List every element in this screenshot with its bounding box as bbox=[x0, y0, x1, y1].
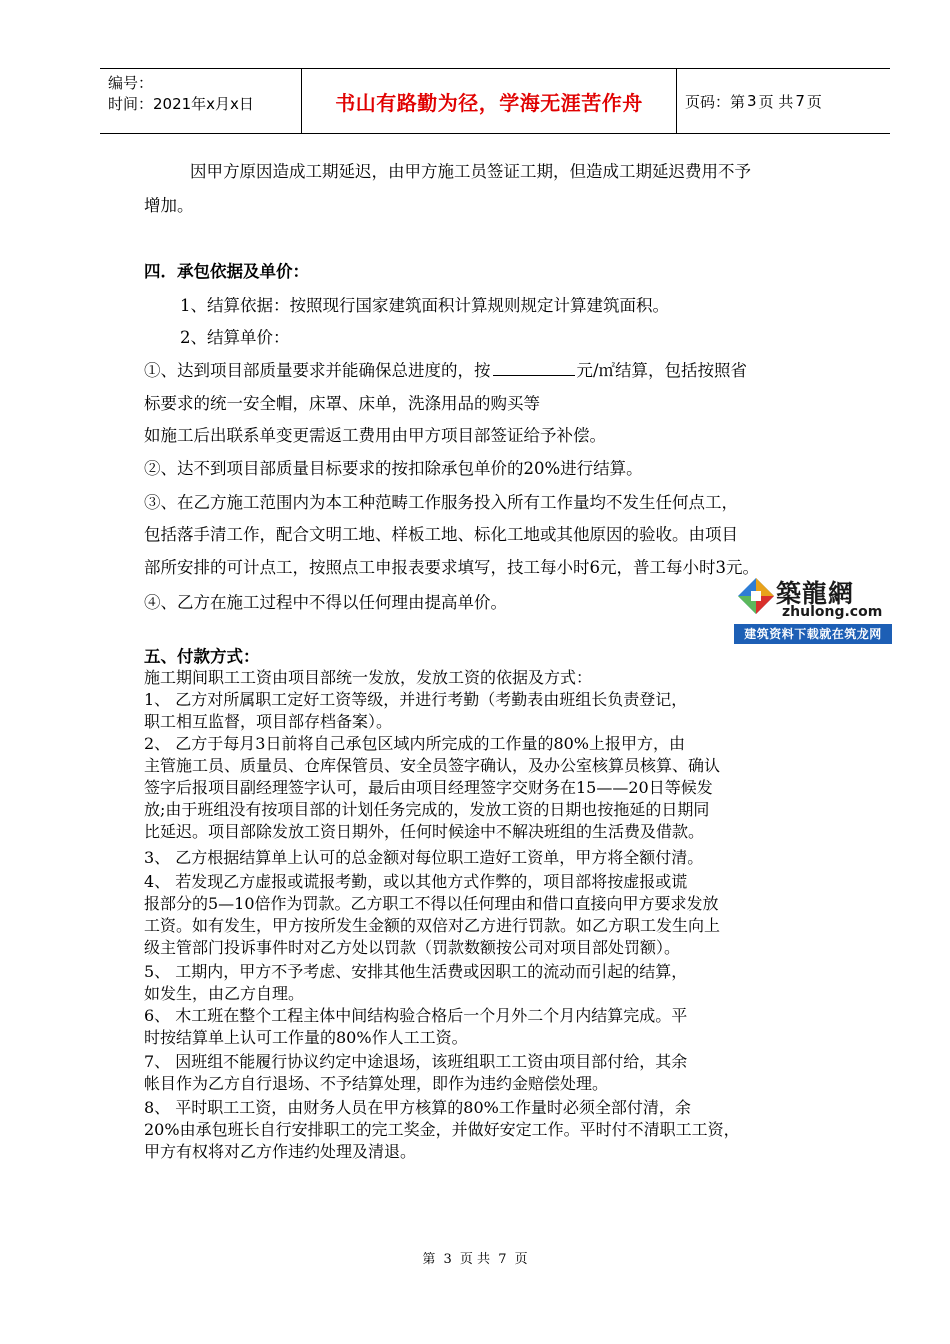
section-5-intro: 施工期间职工工资由项目部统一发放，发放工资的依据及方式： bbox=[144, 668, 593, 687]
footer-total-pages: 7 bbox=[498, 1252, 507, 1267]
intro-line-1: 因甲方原因造成工期延迟，由甲方施工员签证工期，但造成工期延迟费用不予 bbox=[190, 162, 751, 181]
section-4-title: 四．承包依据及单价： bbox=[144, 262, 309, 281]
section-5-line: 3、 乙方根据结算单上认可的总金额对每位职工造好工资单，甲方将全额付清。 bbox=[144, 848, 704, 867]
section-5-line: 4、 若发现乙方虚报或谎报考勤，或以其他方式作弊的，项目部将按虚报或谎 bbox=[144, 872, 688, 891]
section-4-clause-3-line-2: 包括落手清工作，配合文明工地、样板工地、标化工地或其他原因的验收。由项目 bbox=[144, 525, 738, 544]
section-4-clause-3-line-3: 部所安排的可计点工，按照点工申报表要求填写，技工每小时6元，普工每小时3元。 bbox=[144, 558, 759, 577]
document-date: 时间：2021年x月x日 bbox=[108, 95, 254, 113]
section-5-line: 职工相互监督，项目部存档备案）。 bbox=[144, 712, 393, 731]
section-5-line: 8、 平时职工工资，由财务人员在甲方核算的80%工作量时必须全部付清，余 bbox=[144, 1098, 691, 1117]
section-5-line: 1、 乙方对所属职工定好工资等级，并进行考勤（考勤表由班组长负责登记， bbox=[144, 690, 688, 709]
section-5-line: 签字后报项目副经理签字认可，最后由项目经理签字交财务在15——20日等候发 bbox=[144, 778, 713, 797]
page-label: 页码：第 bbox=[685, 92, 746, 111]
header-motto-cell bbox=[302, 69, 677, 133]
logo-title: 築龍網 bbox=[776, 579, 855, 608]
section-5-line: 比延迟。项目部除发放工资日期外，任何时候途中不解决班组的生活费及借款。 bbox=[144, 822, 705, 841]
footer-current-page: 3 bbox=[443, 1252, 452, 1267]
page-mid: 页 共 bbox=[758, 92, 794, 111]
header-motto: 书山有路勤为径，学海无涯苦作舟 bbox=[335, 90, 643, 115]
header-page-code bbox=[677, 69, 890, 133]
intro-line-2: 增加。 bbox=[144, 196, 194, 215]
section-5-line: 帐目作为乙方自行退场、不予结算处理，即作为违约金赔偿处理。 bbox=[144, 1074, 609, 1093]
section-4-clause-1-line-3: 如施工后出联系单变更需返工费用由甲方项目部签证给予补偿。 bbox=[144, 426, 606, 445]
section-5-line: 报部分的5—10倍作为罚款。乙方职工不得以任何理由和借口直接向甲方要求发放 bbox=[144, 894, 719, 913]
section-4-clause-1-line-2: 标要求的统一安全帽，床罩、床单，洗涤用品的购买等 bbox=[144, 394, 540, 413]
section-5-line: 6、 木工班在整个工程主体中间结构验合格后一个月外二个月内结算完成。平 bbox=[144, 1006, 688, 1025]
section-5-line: 7、 因班组不能履行协议约定中途退场，该班组职工工资由项目部付给，其余 bbox=[144, 1052, 688, 1071]
section-5-line: 时按结算单上认可工作量的80%作人工工资。 bbox=[144, 1028, 468, 1047]
page-current: 3 bbox=[747, 92, 757, 110]
page-total: 7 bbox=[795, 92, 805, 110]
section-4-clause-4: ④、乙方在施工过程中不得以任何理由提高单价。 bbox=[144, 593, 507, 612]
section-5-line: 放;由于班组没有按项目部的计划任务完成的，发放工资的日期也按拖延的日期同 bbox=[144, 800, 710, 819]
section-5-line: 级主管部门投诉事件时对乙方处以罚款（罚款数额按公司对项目部处罚额）。 bbox=[144, 938, 681, 957]
section-5-line: 工资。如有发生，甲方按所发生金额的双倍对乙方进行罚款。如乙方职工发生向上 bbox=[144, 916, 721, 935]
section-4-clause-3-line-1: ③、在乙方施工范围内为本工种范畴工作服务投入所有工作量均不发生任何点工， bbox=[144, 493, 738, 512]
price-blank-field bbox=[493, 361, 575, 376]
footer-suffix: 页 bbox=[514, 1252, 528, 1267]
page-end: 页 bbox=[806, 92, 822, 111]
section-4-clause-2: ②、达不到项目部质量目标要求的按扣除承包单价的20%进行结算。 bbox=[144, 459, 643, 478]
clause-1-suffix: 元/㎡结算，包括按照省 bbox=[576, 361, 748, 380]
footer-prefix: 第 bbox=[422, 1252, 436, 1267]
zhulong-logo-icon bbox=[736, 576, 776, 616]
section-5-title: 五、付款方式： bbox=[144, 647, 260, 666]
section-5-line: 主管施工员、质量员、仓库保管员、安全员签字确认，及办公室核算员核算、确认 bbox=[144, 756, 721, 775]
clause-1-prefix: ①、达到项目部质量要求并能确保总进度的，按 bbox=[144, 361, 491, 380]
section-5-line: 20%由承包班长自行安排职工的完工奖金，并做好安定工作。平时付不清职工工资， bbox=[144, 1120, 740, 1139]
logo-url: zhulong.com bbox=[782, 604, 883, 620]
footer-mid: 页 共 bbox=[459, 1252, 491, 1267]
header-meta bbox=[100, 69, 302, 133]
section-4-item-2: 2、结算单价： bbox=[180, 328, 290, 347]
section-4-clause-1 bbox=[144, 357, 747, 381]
zhulong-logo bbox=[732, 572, 894, 648]
section-5-line: 甲方有权将对乙方作违约处理及清退。 bbox=[144, 1142, 417, 1161]
section-4-item-1: 1、结算依据：按照现行国家建筑面积计算规则规定计算建筑面积。 bbox=[180, 296, 669, 315]
section-5-line: 5、 工期内，甲方不予考虑、安排其他生活费或因职工的流动而引起的结算， bbox=[144, 962, 688, 981]
logo-banner: 建筑资料下载就在筑龙网 bbox=[734, 624, 892, 644]
section-5-line: 如发生，由乙方自理。 bbox=[144, 984, 305, 1003]
page-footer bbox=[0, 1248, 950, 1267]
document-header bbox=[100, 68, 890, 134]
section-5-line: 2、 乙方于每月3日前将自己承包区域内所完成的工作量的80%上报甲方，由 bbox=[144, 734, 686, 753]
document-code-label: 编号： bbox=[108, 74, 154, 92]
